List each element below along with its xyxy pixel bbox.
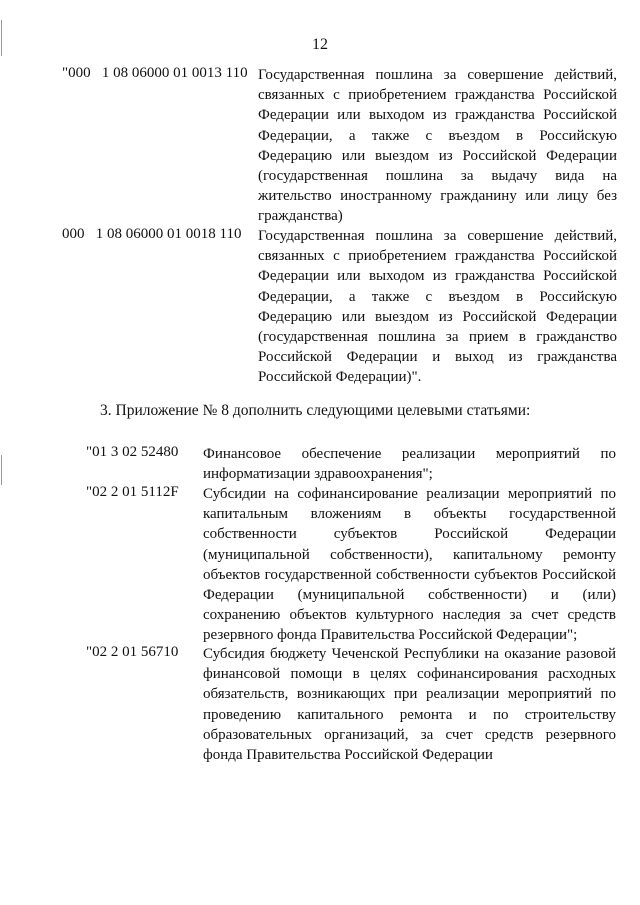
entry-row — [62, 65, 617, 227]
scan-edge-mark — [1, 455, 2, 485]
entry-code: "02 2 01 56710 — [86, 644, 179, 660]
entry-text: Субсидии на софинансирование реализации мероприятий по капитальным вложениям в объекты государственной собственности субъектов Российской Федерации (муниципальной собственности), капитальному ремонту объектов государственной собственности субъектов Российской Федерации (муниципальной собственности) и (или) сохранению объектов культурного наследия за счет средств резервного фонда Правительства Российской Федерации"; — [203, 486, 616, 644]
entry-text: Государственная пошлина за совершение действий, связанных с приобретением гражданства Российской Федерации или выходом из гражданства Российской Федерации, а также с въездом в Российскую Федерацию или выездом из Российской Федерации (государственная пошлина за выдачу вида на жительство иностранному гражданину или лицу без гражданства) — [258, 67, 617, 225]
page-number: 12 — [312, 36, 328, 53]
entry-row — [86, 444, 616, 484]
entry-row — [62, 226, 617, 388]
item-3-heading: 3. Приложение № 8 дополнить следующими целевыми статьями: — [100, 402, 531, 419]
entry-code: "000 1 08 06000 01 0013 110 — [62, 65, 248, 81]
entry-text: Государственная пошлина за совершение действий, связанных с приобретением гражданства Российской Федерации или выходом из гражданства Российской Федерации, а также с въездом в Российскую Федерацию или выездом из Российской Федерации (государственная пошлина за прием в гражданство Российской Федерации и выход из гражданства Российской Федерации)". — [258, 228, 617, 386]
entry-code: "02 2 01 5112F — [86, 484, 179, 500]
entry-code: 000 1 08 06000 01 0018 110 — [62, 226, 242, 242]
entry-text: Финансовое обеспечение реализации мероприятий по информатизации здравоохранения"; — [203, 446, 616, 483]
entry-code: "01 3 02 52480 — [86, 444, 179, 460]
entry-text: Субсидия бюджету Чеченской Республики на оказание разовой финансовой помощи в целях софинансирования расходных обязательств, возникающих при реализации мероприятий по проведению капитального ремонта и по строительству образовательных организаций, за счет средств резервного фонда Правительства Российской Федерации — [203, 646, 616, 764]
entry-row — [86, 644, 616, 765]
entry-row — [86, 484, 616, 646]
